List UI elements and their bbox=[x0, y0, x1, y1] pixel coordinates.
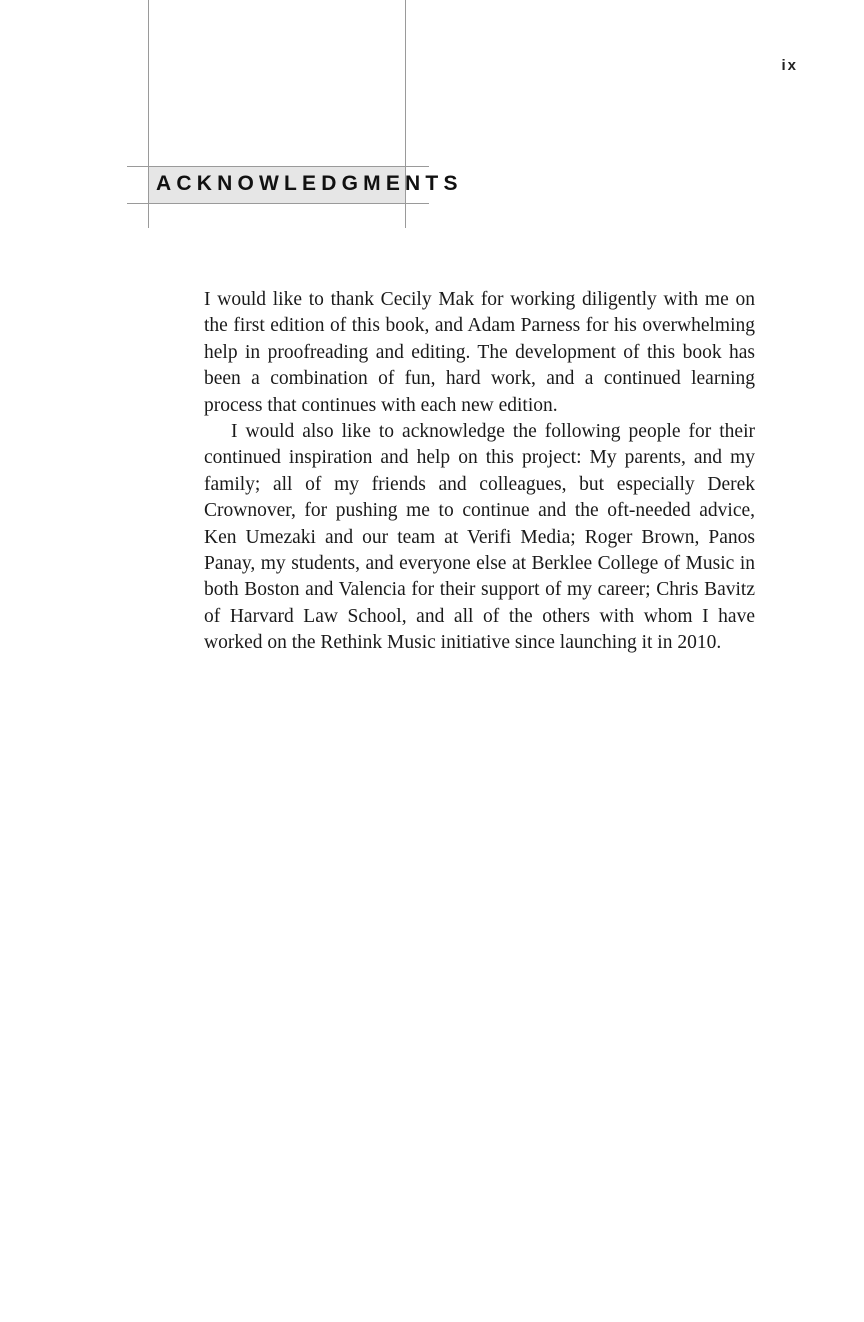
paragraph-1: I would like to thank Cecily Mak for working diligently with me on the first edition of this book, and Adam Parness for his overwhelming help in proofreading and editing. The development of this book has been a combination of fun, hard work, and a continued learning process that continues with each new edition. bbox=[204, 289, 755, 416]
body-text bbox=[204, 287, 755, 657]
header-frame-top-rule bbox=[127, 166, 429, 167]
page-number: ix bbox=[781, 57, 798, 74]
header-frame-bottom-rule bbox=[127, 203, 429, 204]
chapter-heading: ACKNOWLEDGMENTS bbox=[156, 172, 463, 195]
paragraph-2: I would also like to acknowledge the following people for their continued inspiration and help on this project: My parents, and my family; all of my friends and colleagues, but especially Derek Crownover, for pushing me to continue and the oft-needed advice, Ken Umezaki and our team at Verifi Media; Roger Brown, Panos Panay, my students, and everyone else at Berklee College of Music in both Boston and Valencia for their support of my career; Chris Bavitz of Harvard Law School, and all of the others with whom I have worked on the Rethink Music initiative since launching it in 2010. bbox=[204, 421, 755, 654]
